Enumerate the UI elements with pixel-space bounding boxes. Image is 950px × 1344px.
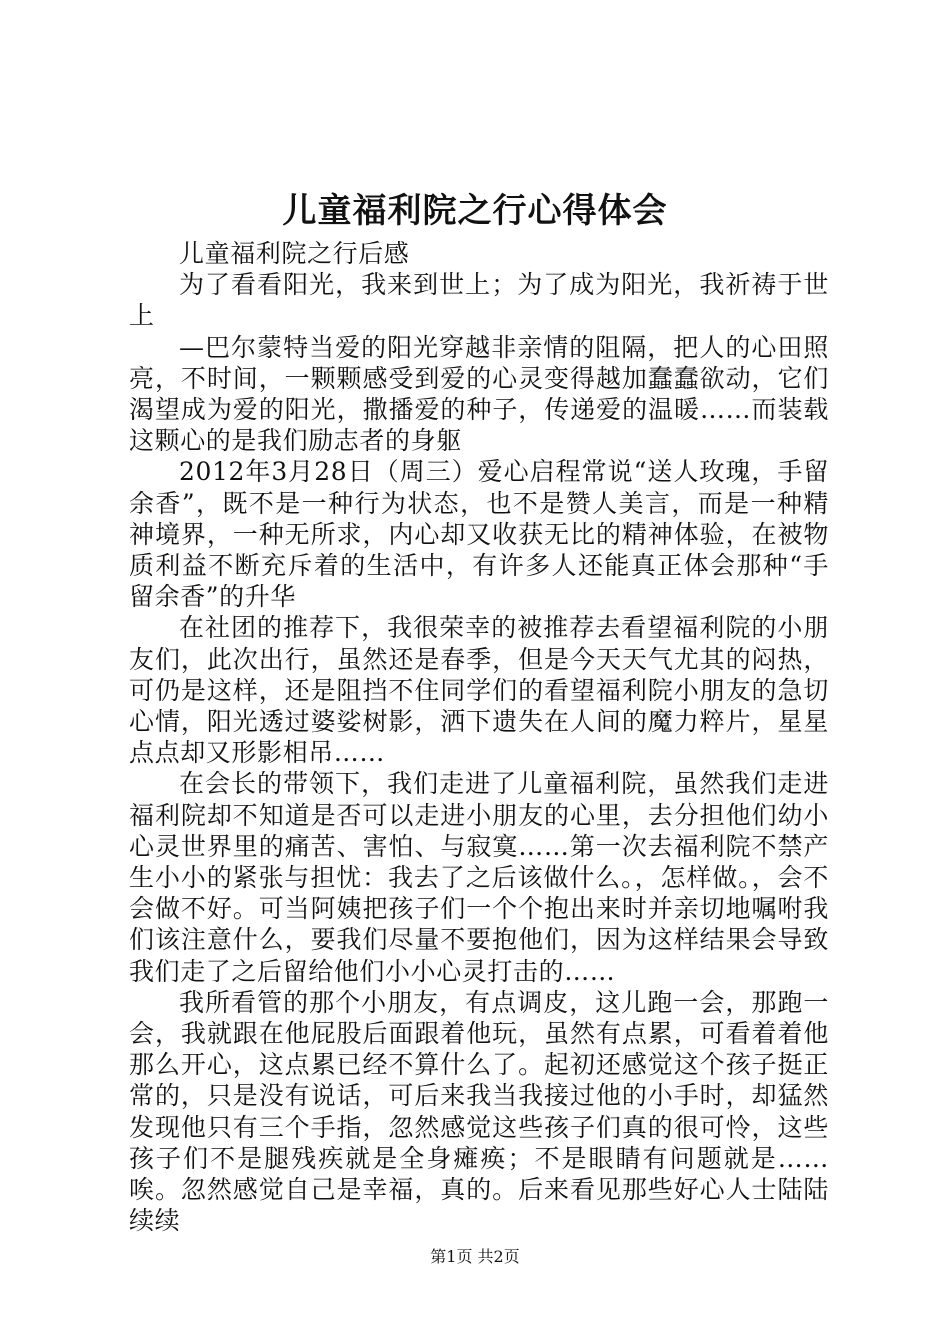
document-title: 儿童福利院之行心得体会 [282, 191, 668, 231]
paragraph-quote: 为了看看阳光，我来到世上；为了成为阳光，我祈祷于世上 [129, 270, 829, 331]
paragraph-subtitle: 儿童福利院之行后感 [179, 239, 410, 268]
paragraph-recommend: 在社团的推荐下，我很荣幸的被推荐去看望福利院的小朋友们，此次出行，虽然还是春季，但是今天天气尤其的闷热，可仍是这样，还是阻挡不住同学们的看望福利院小朋友的急切心情，阳光透过婆娑树影，洒下遗失在人间的魔力粹片，星星点点却又形影相吊…… [129, 613, 829, 768]
paragraph-child: 我所看管的那个小朋友，有点调皮，这儿跑一会，那跑一会，我就跟在他屁股后面跟着他玩，虽然有点累，可看着着他那么开心，这点累已经不算什么了。起初还感觉这个孩子挺正常的，只是没有说话，可后来我当我接过他的小手时，却猛然发现他只有三个手指，忽然感觉这些孩子们真的很可怜，这些孩子们不是腿残疾就是全身瘫痪；不是眼睛有问题就是……唉。忽然感觉自己是幸福，真的。后来看见那些好心人士陆陆续续 [129, 987, 829, 1236]
paragraph-date: 2012年3月28日（周三）爱心启程常说“送人玫瑰，手留余香”，既不是一种行为状态，也不是赞人美言，而是一种精神境界，一种无所求，内心却又收获无比的精神体验，在被物质利益不断充斥着的生活中，有许多人还能真正体会那种“手留余香”的升华 [129, 457, 829, 612]
paragraph-enter: 在会长的带领下，我们走进了儿童福利院，虽然我们走进福利院却不知道是否可以走进小朋友的心里，去分担他们幼小心灵世界里的痛苦、害怕、与寂寞……第一次去福利院不禁产生小小的紧张与担忧：我去了之后该做什么。，怎样做。，会不会做不好。可当阿姨把孩子们一个个抱出来时并亲切地嘱咐我们该注意什么，要我们尽量不要抱他们，因为这样结果会导致我们走了之后留给他们小小心灵打击的…… [129, 769, 829, 986]
page-number: 第1页 共2页 [430, 1247, 520, 1266]
paragraph-intro: —巴尔蒙特当爱的阳光穿越非亲情的阻隔，把人的心田照亮，不时间，一颗颗感受到爱的心灵变得越加蠢蠢欲动，它们渴望成为爱的阳光，撒播爱的种子，传递爱的温暖……而装载这颗心的是我们励志者的身躯 [129, 332, 829, 456]
document-body [129, 238, 829, 1237]
